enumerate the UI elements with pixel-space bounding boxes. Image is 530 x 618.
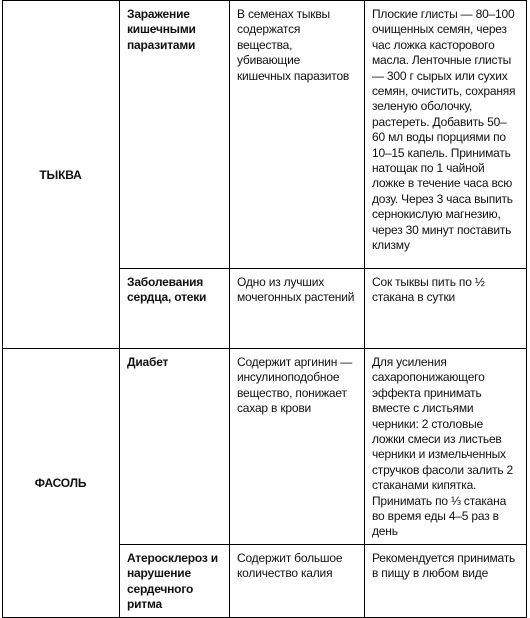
action-cell: Содержит аргинин — инсулиноподобное вещество, понижает сахар в крови xyxy=(230,349,365,545)
usage-cell: Для усиления сахаропонижающего эффекта принимать вместе с листьями черники: 2 столовые ложки смеси из листьев черники и измельченных стручков фасоли залить 2 стаканами кипятка. Принимать по ⅓ стакана во время еды 4–5 раз в день xyxy=(365,349,527,545)
action-cell: Содержит большое количество калия xyxy=(230,544,365,617)
herbal-remedies-table xyxy=(2,0,527,618)
table-row xyxy=(3,349,527,545)
action-cell: Одно из лучших мочегонных растений xyxy=(230,269,365,349)
action-cell: В семенах тыквы содержатся вещества, убивающие кишечных паразитов xyxy=(230,1,365,269)
disease-cell: Заражение кишечными паразитами xyxy=(120,1,230,269)
usage-cell: Рекомендуется принимать в пищу в любом виде xyxy=(365,544,527,617)
table-row xyxy=(3,1,527,269)
disease-cell: Заболевания сердца, отеки xyxy=(120,269,230,349)
usage-cell: Сок тыквы пить по ½ стакана в сутки xyxy=(365,269,527,349)
plant-name-cell: ФАСОЛЬ xyxy=(3,349,120,618)
disease-cell: Атеросклероз и нарушение сердечного ритма xyxy=(120,544,230,617)
plant-name-cell: ТЫКВА xyxy=(3,1,120,349)
usage-cell: Плоские глисты — 80–100 очищенных семян, через час ложка касторового масла. Ленточные глисты — 300 г сырых или сухих семян, очистить, сохраняя зеленую оболочку, растереть. Добавить 50–60 мл воды порциями по 10–15 капель. Принимать натощак по 1 чайной ложке в течение часа всю дозу. Через 3 часа выпить сернокислую магнезию, через 30 минут поставить клизму xyxy=(365,1,527,269)
disease-cell: Диабет xyxy=(120,349,230,545)
